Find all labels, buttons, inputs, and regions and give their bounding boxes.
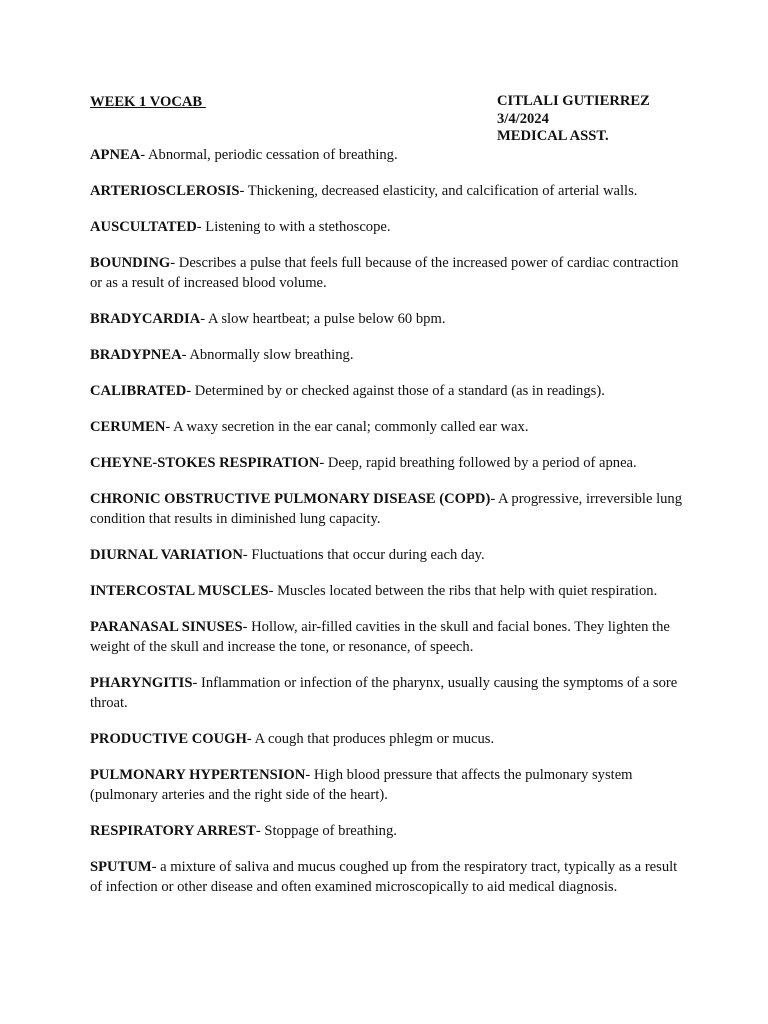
vocab-term: BOUNDING (90, 255, 171, 271)
vocab-entry (90, 309, 690, 329)
vocab-term: BRADYPNEA (90, 347, 182, 363)
vocab-term: PRODUCTIVE COUGH (90, 731, 247, 747)
vocab-definition: - Hollow, air-filled cavities in the skull and facial bones. They lighten the weight of the skull and increase the tone, or resonance, of speech. (90, 619, 670, 655)
vocab-term: DIURNAL VARIATION (90, 547, 243, 563)
vocab-term: CHRONIC OBSTRUCTIVE PULMONARY DISEASE (COPD) (90, 491, 491, 507)
vocab-definition: - Thickening, decreased elasticity, and calcification of arterial walls. (239, 183, 638, 199)
vocab-definition: - Determined by or checked against those of a standard (as in readings). (186, 383, 605, 399)
vocab-term: APNEA (90, 147, 141, 163)
vocab-term: BRADYCARDIA (90, 311, 201, 327)
vocab-entry (90, 345, 690, 365)
vocab-entry (90, 821, 690, 841)
vocab-definition: - Abnormally slow breathing. (181, 347, 354, 363)
vocab-entry (90, 489, 690, 529)
vocab-definition: - A cough that produces phlegm or mucus. (246, 731, 495, 747)
vocab-entry (90, 673, 690, 713)
vocab-entry (90, 217, 690, 237)
vocab-entry (90, 545, 690, 565)
vocab-entry (90, 765, 690, 805)
vocab-list (90, 145, 690, 913)
vocab-term: PULMONARY HYPERTENSION (90, 767, 306, 783)
vocab-term: INTERCOSTAL MUSCLES (90, 583, 269, 599)
vocab-term: PHARYNGITIS (90, 675, 193, 691)
vocab-definition: - A progressive, irreversible lung condition that results in diminished lung capacity. (90, 491, 683, 527)
vocab-term: PARANASAL SINUSES (90, 619, 243, 635)
vocab-term: RESPIRATORY ARREST (90, 823, 256, 839)
vocab-entry (90, 181, 690, 201)
vocab-term: AUSCULTATED (90, 219, 197, 235)
course-name: MEDICAL ASST. (497, 128, 609, 144)
vocab-term: ARTERIOSCLEROSIS (90, 183, 240, 199)
vocab-definition: - a mixture of saliva and mucus coughed up from the respiratory tract, typically as a result of infection or other disease and often examined microscopically to aid medical diagnosis. (90, 859, 678, 895)
vocab-entry (90, 453, 690, 473)
vocab-term: CERUMEN (90, 419, 166, 435)
vocab-definition: - Muscles located between the ribs that help with quiet respiration. (268, 583, 658, 599)
vocab-entry (90, 617, 690, 657)
vocab-definition: - A slow heartbeat; a pulse below 60 bpm. (200, 311, 446, 327)
vocab-term: CHEYNE-STOKES RESPIRATION (90, 455, 320, 471)
vocab-term: SPUTUM (90, 859, 152, 875)
vocab-definition: - Inflammation or infection of the pharynx, usually causing the symptoms of a sore throat. (90, 675, 678, 711)
vocab-definition: - Deep, rapid breathing followed by a period of apnea. (319, 455, 637, 471)
vocab-entry (90, 729, 690, 749)
vocab-entry (90, 417, 690, 437)
vocab-definition: - Abnormal, periodic cessation of breathing. (140, 147, 398, 163)
document-title: WEEK 1 VOCAB (90, 94, 206, 110)
vocab-entry (90, 857, 690, 897)
vocab-definition: - A waxy secretion in the ear canal; commonly called ear wax. (165, 419, 529, 435)
vocab-definition: - Stoppage of breathing. (255, 823, 397, 839)
vocab-entry (90, 253, 690, 293)
vocab-entry (90, 581, 690, 601)
vocab-term: CALIBRATED (90, 383, 187, 399)
document-date: 3/4/2024 (497, 110, 549, 127)
vocab-definition: - High blood pressure that affects the pulmonary system (pulmonary arteries and the right side of the heart). (90, 767, 633, 803)
vocab-definition: - Listening to with a stethoscope. (196, 219, 391, 235)
vocab-definition: - Describes a pulse that feels full because of the increased power of cardiac contraction or as a result of increased blood volume. (90, 255, 679, 291)
vocab-definition: - Fluctuations that occur during each day. (242, 547, 485, 563)
student-info (497, 93, 650, 146)
student-name: CITLALI GUTIERREZ (497, 93, 650, 109)
vocab-entry (90, 145, 690, 165)
vocab-entry (90, 381, 690, 401)
